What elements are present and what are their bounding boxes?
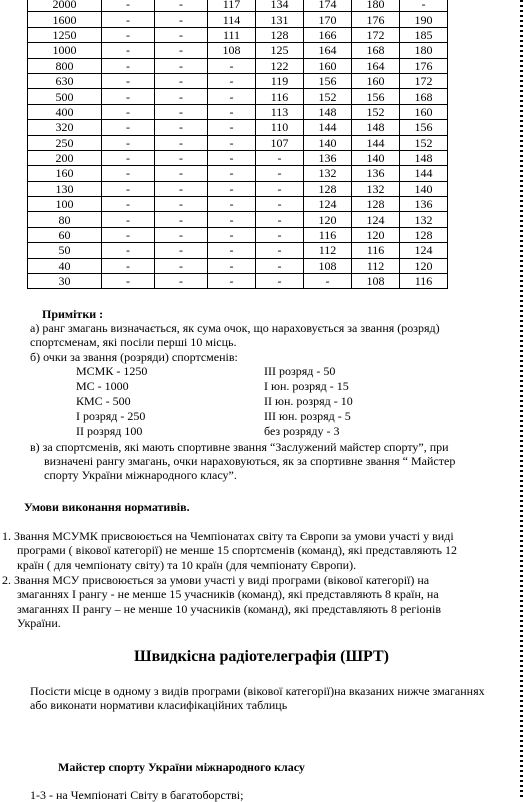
table-cell: 160: [304, 58, 352, 73]
condition-1-line1: 1. Звання МСУМК присвоюється на Чемпіонатах світу та Європи за умови участі у виді: [2, 529, 454, 543]
table-cell: -: [102, 150, 155, 165]
conditions-title: Умови виконання нормативів.: [24, 500, 190, 514]
table-row: [28, 73, 448, 88]
table-cell: -: [102, 58, 155, 73]
points-left-3: КМС - 500: [76, 394, 131, 408]
table-cell: 124: [400, 243, 448, 258]
table-cell: 148: [304, 104, 352, 119]
table-cell: 172: [400, 73, 448, 88]
table-cell: -: [208, 120, 256, 135]
table-cell: -: [155, 135, 208, 150]
table-row: [28, 181, 448, 196]
table-cell: 164: [304, 43, 352, 58]
points-left-2: МС - 1000: [76, 379, 129, 393]
table-cell: -: [102, 120, 155, 135]
table-row: [28, 212, 448, 227]
table-cell: -: [208, 150, 256, 165]
table-cell: 108: [352, 274, 400, 289]
table-cell: -: [256, 274, 304, 289]
table-cell: -: [256, 227, 304, 242]
table-cell: -: [102, 12, 155, 27]
table-cell: 168: [400, 89, 448, 104]
points-right-3: ІІ юн. розряд - 10: [264, 394, 353, 408]
condition-2-line4: України.: [17, 616, 61, 630]
note-a-line1: а) ранг змагань визначається, як сума очок, що нараховується за звання (розряд): [30, 321, 440, 335]
table-cell: -: [155, 274, 208, 289]
table-cell: -: [256, 243, 304, 258]
table-cell: 180: [352, 0, 400, 12]
table-cell: 122: [256, 58, 304, 73]
table-cell: -: [155, 27, 208, 42]
table-cell: -: [102, 27, 155, 42]
table-cell: 166: [304, 27, 352, 42]
table-cell: -: [155, 197, 208, 212]
table-cell: 116: [352, 243, 400, 258]
table-cell: 200: [28, 150, 102, 165]
table-cell: 185: [400, 27, 448, 42]
table-cell: -: [102, 43, 155, 58]
note-c-line2: визначені рангу змагань, очки нараховуються, як за спортивне звання “ Майстер: [44, 454, 456, 468]
table-cell: 250: [28, 135, 102, 150]
table-row: [28, 89, 448, 104]
table-row: [28, 166, 448, 181]
table-cell: -: [208, 181, 256, 196]
table-cell: 116: [304, 227, 352, 242]
table-cell: 140: [400, 181, 448, 196]
table-cell: -: [102, 166, 155, 181]
table-cell: -: [208, 73, 256, 88]
table-cell: -: [102, 135, 155, 150]
points-left-5: ІІ розряд 100: [76, 424, 143, 438]
table-cell: -: [155, 150, 208, 165]
table-cell: -: [208, 243, 256, 258]
table-cell: 160: [352, 73, 400, 88]
table-cell: -: [208, 58, 256, 73]
section-subheading: Майстер спорту України міжнародного класу: [58, 760, 305, 774]
table-cell: 124: [304, 197, 352, 212]
table-row: [28, 258, 448, 273]
table-cell: 60: [28, 227, 102, 242]
notes-title: Примітки :: [42, 307, 104, 321]
table-cell: 1250: [28, 27, 102, 42]
table-cell: -: [102, 73, 155, 88]
table-cell: -: [256, 212, 304, 227]
table-row: [28, 150, 448, 165]
table-cell: -: [208, 274, 256, 289]
table-cell: -: [155, 89, 208, 104]
table-cell: 114: [208, 12, 256, 27]
table-cell: -: [155, 0, 208, 12]
table-cell: 128: [400, 227, 448, 242]
table-cell: 120: [400, 258, 448, 273]
table-cell: -: [102, 181, 155, 196]
table-cell: 1600: [28, 12, 102, 27]
table-row: [28, 58, 448, 73]
table-cell: 164: [352, 58, 400, 73]
table-cell: 160: [28, 166, 102, 181]
condition-1-line2: програми ( вікової категорії) не менше 15 спортсменів (команд), які представляють 12: [17, 543, 457, 557]
table-cell: 112: [304, 243, 352, 258]
table-cell: 80: [28, 212, 102, 227]
condition-2-line3: змаганнях ІІ рангу – не менше 10 учасників (команд), які представляють 8 регіонів: [17, 602, 442, 616]
table-row: [28, 197, 448, 212]
table-cell: 132: [352, 181, 400, 196]
table-cell: 156: [352, 89, 400, 104]
table-cell: 144: [352, 135, 400, 150]
table-cell: 1000: [28, 43, 102, 58]
table-cell: 131: [256, 12, 304, 27]
table-cell: 119: [256, 73, 304, 88]
table-cell: 116: [256, 89, 304, 104]
table-cell: -: [102, 212, 155, 227]
table-cell: 160: [400, 104, 448, 119]
table-cell: 50: [28, 243, 102, 258]
table-cell: 156: [400, 120, 448, 135]
table-cell: 156: [304, 73, 352, 88]
table-cell: 110: [256, 120, 304, 135]
table-cell: 174: [304, 0, 352, 12]
table-cell: -: [102, 197, 155, 212]
table-cell: 128: [304, 181, 352, 196]
table-cell: 140: [304, 135, 352, 150]
table-row: [28, 243, 448, 258]
table-cell: -: [155, 104, 208, 119]
note-a-line2: спортсменам, які посіли перші 10 місць.: [30, 335, 237, 349]
score-table-body: [28, 0, 448, 289]
table-cell: 136: [352, 166, 400, 181]
table-cell: -: [208, 258, 256, 273]
table-cell: -: [102, 227, 155, 242]
table-row: [28, 12, 448, 27]
table-cell: 140: [352, 150, 400, 165]
table-cell: 170: [304, 12, 352, 27]
table-cell: -: [208, 197, 256, 212]
table-cell: 134: [256, 0, 304, 12]
table-cell: -: [208, 89, 256, 104]
table-cell: 144: [400, 166, 448, 181]
table-row: [28, 135, 448, 150]
table-cell: 152: [400, 135, 448, 150]
table-cell: -: [102, 243, 155, 258]
table-cell: 180: [400, 43, 448, 58]
table-cell: 320: [28, 120, 102, 135]
table-cell: -: [155, 73, 208, 88]
table-cell: -: [400, 0, 448, 12]
table-cell: 152: [352, 104, 400, 119]
table-row: [28, 104, 448, 119]
table-row: [28, 227, 448, 242]
condition-1-line3: країн ( для чемпіонату світу) та 10 країн (для чемпіонату Європи).: [17, 558, 357, 572]
table-cell: -: [102, 104, 155, 119]
table-cell: -: [102, 0, 155, 12]
table-cell: 168: [352, 43, 400, 58]
table-cell: 128: [256, 27, 304, 42]
table-cell: -: [256, 166, 304, 181]
table-row: [28, 43, 448, 58]
table-cell: -: [155, 12, 208, 27]
points-left-1: МСМК - 1250: [76, 364, 148, 378]
table-cell: 116: [400, 274, 448, 289]
table-cell: 125: [256, 43, 304, 58]
table-cell: 30: [28, 274, 102, 289]
note-c-line3: спорту України міжнародного класу”.: [44, 468, 237, 482]
section-heading: Швидкісна радіотелеграфія (ШРТ): [134, 648, 389, 665]
table-cell: 111: [208, 27, 256, 42]
table-cell: 190: [400, 12, 448, 27]
table-cell: 500: [28, 89, 102, 104]
table-cell: -: [102, 258, 155, 273]
table-cell: -: [155, 258, 208, 273]
table-cell: -: [155, 58, 208, 73]
table-cell: 148: [352, 120, 400, 135]
table-cell: 124: [352, 212, 400, 227]
table-cell: -: [208, 135, 256, 150]
table-cell: 112: [352, 258, 400, 273]
table-cell: -: [155, 181, 208, 196]
section-intro-line2: або виконати нормативи класифікаційних таблиць: [30, 698, 288, 712]
table-cell: -: [155, 243, 208, 258]
table-cell: 100: [28, 197, 102, 212]
section-intro-line1: Посісти місце в одному з видів програми (вікової категорії)на вказаних нижче змаганнях: [30, 684, 485, 698]
table-cell: 172: [352, 27, 400, 42]
table-cell: -: [256, 258, 304, 273]
table-cell: 117: [208, 0, 256, 12]
table-cell: 40: [28, 258, 102, 273]
condition-2-line1: 2. Звання МСУ присвоюється за умови участі у виді програми (вікової категорії) на: [2, 573, 430, 587]
condition-2-line2: змаганнях І рангу - не менше 15 учасників (команд), які представляють 8 країн, на: [17, 587, 439, 601]
table-cell: -: [155, 227, 208, 242]
section-last-line: 1-3 - на Чемпіонаті Світу в багатоборстві;: [30, 788, 244, 802]
table-row: [28, 274, 448, 289]
table-cell: 630: [28, 73, 102, 88]
table-cell: 113: [256, 104, 304, 119]
points-right-1: ІІІ розряд - 50: [264, 364, 336, 378]
table-cell: 400: [28, 104, 102, 119]
table-cell: -: [102, 274, 155, 289]
table-cell: -: [208, 166, 256, 181]
table-cell: -: [256, 150, 304, 165]
table-cell: -: [208, 104, 256, 119]
table-cell: 128: [352, 197, 400, 212]
table-cell: 120: [352, 227, 400, 242]
table-row: [28, 120, 448, 135]
table-cell: -: [102, 89, 155, 104]
table-cell: 144: [304, 120, 352, 135]
table-cell: -: [155, 212, 208, 227]
table-cell: 120: [304, 212, 352, 227]
table-cell: 108: [208, 43, 256, 58]
table-cell: -: [256, 197, 304, 212]
table-cell: 130: [28, 181, 102, 196]
points-right-5: без розряду - 3: [264, 424, 340, 438]
table-cell: 136: [304, 150, 352, 165]
table-cell: 152: [304, 89, 352, 104]
score-table: [27, 0, 448, 289]
note-b-intro: б) очки за звання (розряди) спортсменів:: [30, 350, 238, 364]
points-right-2: І юн. розряд - 15: [264, 379, 349, 393]
points-right-4: ІІІ юн. розряд - 5: [264, 409, 351, 423]
table-cell: -: [208, 212, 256, 227]
table-cell: 132: [400, 212, 448, 227]
table-cell: 176: [400, 58, 448, 73]
table-cell: 176: [352, 12, 400, 27]
table-cell: -: [304, 274, 352, 289]
table-cell: -: [256, 181, 304, 196]
table-cell: -: [155, 120, 208, 135]
table-cell: 132: [304, 166, 352, 181]
table-row: [28, 27, 448, 42]
table-cell: 2000: [28, 0, 102, 12]
points-left-4: І розряд - 250: [76, 409, 146, 423]
table-cell: 108: [304, 258, 352, 273]
note-c-line1: в) за спортсменів, які мають спортивне звання “Заслужений майстер спорту”, при: [30, 440, 449, 454]
table-cell: -: [155, 43, 208, 58]
table-cell: 148: [400, 150, 448, 165]
table-cell: -: [155, 166, 208, 181]
table-cell: -: [208, 227, 256, 242]
table-row: [28, 0, 448, 12]
table-cell: 136: [400, 197, 448, 212]
table-cell: 800: [28, 58, 102, 73]
table-cell: 107: [256, 135, 304, 150]
